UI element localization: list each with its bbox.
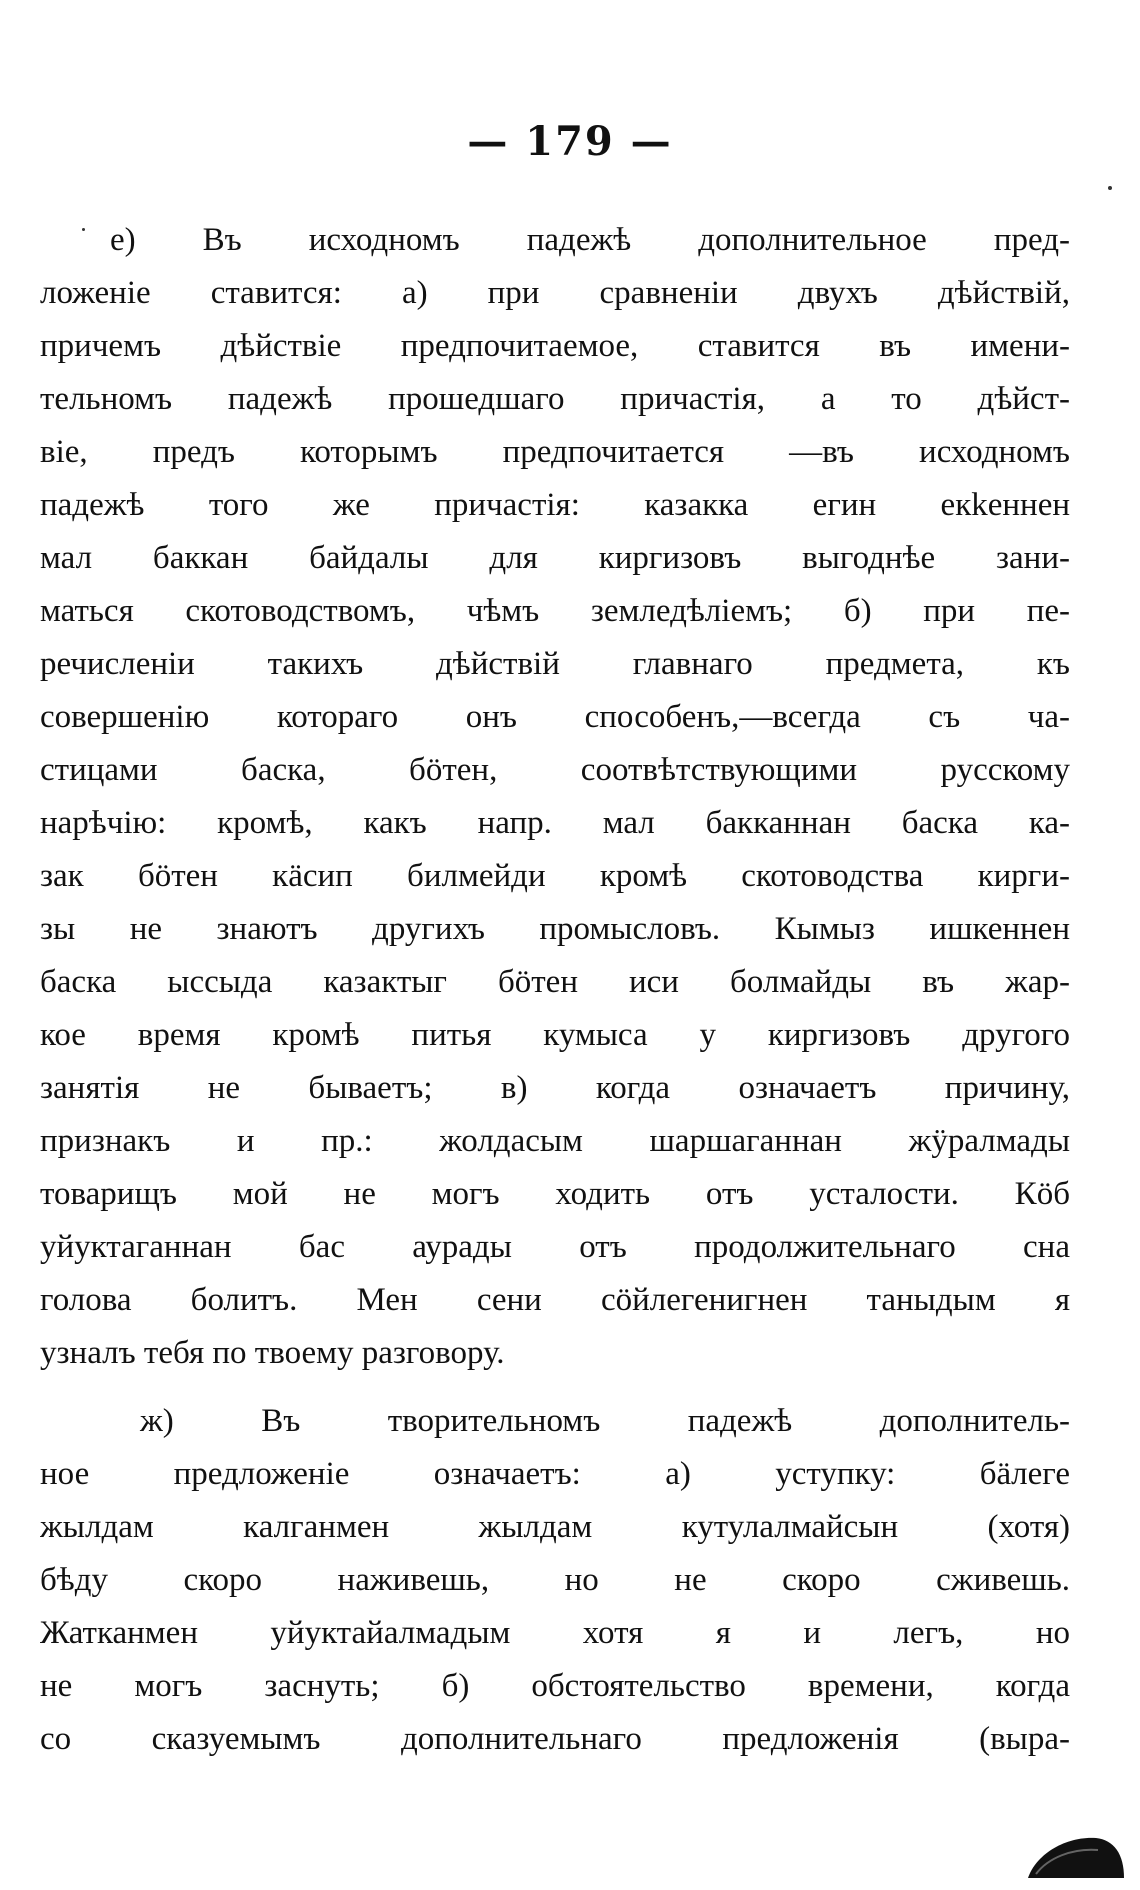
text-line: маться скотоводствомъ, чѣмъ земледѣліемъ; б) при пе- <box>40 593 1070 629</box>
text-line: падежѣ того же причастія: казакка егин екkеннен <box>40 487 1070 523</box>
text-line: мал баккан байдалы для киргизовъ выгоднѣе зани- <box>40 540 1070 576</box>
paragraph-1 <box>40 214 1070 1380</box>
text-line: бѣду скоро наживешь, но не скоро сживешь. <box>40 1562 1070 1598</box>
paper-speck <box>1108 186 1112 190</box>
text-line: віе, предъ которымъ предпочитается —въ исходномъ <box>40 434 1070 470</box>
text-line: баска ыссыда казактыг бöтен иси болмайды въ жар- <box>40 964 1070 1000</box>
text-line: е) Въ исходномъ падежѣ дополнительное пред- <box>110 222 1070 258</box>
text-line: признакъ и пр.: жолдасым шаршаганнан жÿралмады <box>40 1123 1070 1159</box>
text-line: узналъ тебя по твоему разговору. <box>40 1335 505 1371</box>
text-line: причемъ дѣйствіе предпочитаемое, ставится въ имени- <box>40 328 1070 364</box>
text-line: Жатканмен уйуктайалмадым хотя я и легъ, но <box>40 1615 1070 1651</box>
text-line: нарѣчію: кромѣ, какъ напр. мал бакканнан баска ка- <box>40 805 1070 841</box>
text-line: стицами баска, бöтен, соотвѣтствующими русскому <box>40 752 1070 788</box>
ink-blot-mark <box>1026 1824 1126 1880</box>
paper-speck <box>82 228 85 231</box>
text-line: голова болитъ. Мен сени сöйлегенигнен таныдым я <box>40 1282 1070 1318</box>
text-line: не могъ заснуть; б) обстоятельство времени, когда <box>40 1668 1070 1704</box>
text-line: занятія не бываетъ; в) когда означаетъ причину, <box>40 1070 1070 1106</box>
page-number: — 179 — <box>467 118 673 165</box>
text-line: ж) Въ творительномъ падежѣ дополнитель- <box>140 1403 1070 1439</box>
text-line: зак бöтен кäсип билмейди кромѣ скотоводства кирги- <box>40 858 1070 894</box>
text-line: ложеніе ставится: а) при сравненіи двухъ дѣйствій, <box>40 275 1070 311</box>
text-line: тельномъ падежѣ прошедшаго причастія, а то дѣйст- <box>40 381 1070 417</box>
text-line: товарищъ мой не могъ ходить отъ усталости. Кöб <box>40 1176 1070 1212</box>
text-line: ное предложеніе означаетъ: а) уступку: бäлеге <box>40 1456 1070 1492</box>
text-line: речисленіи такихъ дѣйствій главнаго предмета, къ <box>40 646 1070 682</box>
text-line: зы не знаютъ другихъ промысловъ. Кымыз ишкеннен <box>40 911 1070 947</box>
text-line: уйуктаганнан бас аурады отъ продолжительнаго сна <box>40 1229 1070 1265</box>
text-line: со сказуемымъ дополнительнаго предложенія (выра- <box>40 1721 1070 1757</box>
text-line: кое время кромѣ питья кумыса у киргизовъ другого <box>40 1017 1070 1053</box>
text-line: совершенію котораго онъ способенъ,—всегда съ ча- <box>40 699 1070 735</box>
paragraph-2 <box>40 1395 1070 1766</box>
text-line: жылдам калганмен жылдам кутулалмайсын (хотя) <box>40 1509 1070 1545</box>
